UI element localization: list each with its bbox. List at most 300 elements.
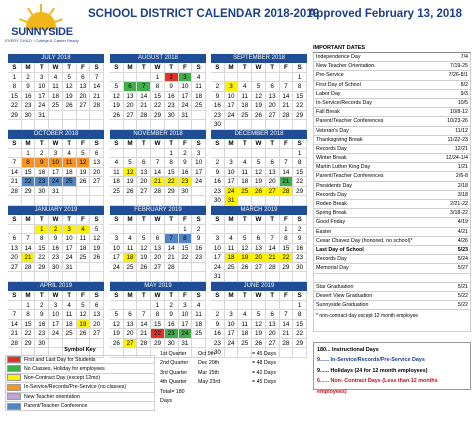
day-cell: 27 bbox=[266, 111, 280, 121]
day-cell bbox=[165, 272, 179, 282]
day-cell bbox=[211, 301, 225, 311]
month-title: JANUARY 2019 bbox=[8, 206, 104, 215]
weekday-header: W bbox=[252, 215, 266, 225]
day-cell: 8 bbox=[293, 158, 307, 168]
day-cell: 23 bbox=[35, 177, 49, 187]
day-cell: 20 bbox=[77, 92, 91, 102]
day-cell bbox=[77, 187, 91, 197]
day-cell: 13 bbox=[266, 92, 280, 102]
important-date-row bbox=[313, 154, 471, 163]
day-cell bbox=[8, 272, 22, 282]
month-title: MAY 2019 bbox=[110, 282, 206, 291]
important-date-value: 2/6-8 bbox=[455, 173, 468, 180]
quarter-row bbox=[160, 378, 310, 387]
day-cell: 28 bbox=[165, 263, 179, 273]
weekday-header: W bbox=[252, 291, 266, 301]
day-cell: 10 bbox=[49, 158, 63, 168]
day-cell: 6 bbox=[90, 301, 104, 311]
day-cell bbox=[124, 225, 138, 235]
day-cell: 7 bbox=[266, 234, 280, 244]
day-cell: 3 bbox=[192, 149, 206, 159]
day-cell: 8 bbox=[8, 82, 22, 92]
important-date-label: Parent/Teacher Conferences bbox=[316, 173, 384, 180]
day-cell bbox=[124, 73, 138, 83]
day-cell: 16 bbox=[211, 101, 225, 111]
day-cell bbox=[238, 196, 252, 206]
weekday-header: W bbox=[151, 215, 165, 225]
day-cell: 29 bbox=[293, 339, 307, 349]
day-cell bbox=[192, 263, 206, 273]
weekday-header: T bbox=[63, 215, 77, 225]
day-cell: 17 bbox=[49, 168, 63, 178]
day-cell: 9 bbox=[35, 158, 49, 168]
day-cell: 12 bbox=[124, 168, 138, 178]
month-title: MARCH 2019 bbox=[211, 206, 307, 215]
important-date-value: 5/27 bbox=[457, 265, 468, 272]
day-cell: 22 bbox=[151, 329, 165, 339]
day-cell: 20 bbox=[151, 253, 165, 263]
weekday-header: T bbox=[35, 63, 49, 73]
day-cell: 6 bbox=[124, 310, 138, 320]
weekday-header: T bbox=[266, 139, 280, 149]
day-cell: 2 bbox=[35, 149, 49, 159]
day-cell bbox=[280, 272, 294, 282]
weekday-header: T bbox=[137, 139, 151, 149]
weekday-header: F bbox=[280, 139, 294, 149]
day-cell: 22 bbox=[165, 177, 179, 187]
important-date-value: 8/2 bbox=[460, 81, 468, 88]
weekday-header: F bbox=[179, 139, 193, 149]
day-cell: 5 bbox=[63, 73, 77, 83]
day-cell: 31 bbox=[211, 272, 225, 282]
day-cell: 9 bbox=[211, 92, 225, 102]
day-cell: 25 bbox=[63, 329, 77, 339]
weekday-header: M bbox=[225, 215, 239, 225]
day-cell: 12 bbox=[137, 244, 151, 254]
day-cell: 16 bbox=[35, 320, 49, 330]
important-date-label: In-Service/Records Day bbox=[316, 99, 372, 106]
day-cell: 6 bbox=[8, 234, 22, 244]
day-cell: 30 bbox=[165, 339, 179, 349]
day-cell: 25 bbox=[225, 263, 239, 273]
day-cell: 22 bbox=[22, 329, 36, 339]
day-cell: 11 bbox=[124, 244, 138, 254]
important-date-row bbox=[313, 108, 471, 117]
symbol-key-row bbox=[5, 393, 155, 402]
day-cell bbox=[124, 149, 138, 159]
day-cell: 20 bbox=[124, 329, 138, 339]
month-title: JULY 2018 bbox=[8, 54, 104, 63]
day-cell: 4 bbox=[238, 310, 252, 320]
important-date-row bbox=[313, 228, 471, 237]
day-cell bbox=[35, 272, 49, 282]
important-date-row bbox=[313, 182, 471, 191]
day-cell: 8 bbox=[22, 158, 36, 168]
day-cell: 27 bbox=[90, 177, 104, 187]
day-cell: 4 bbox=[63, 301, 77, 311]
day-cell: 23 bbox=[165, 329, 179, 339]
day-cell bbox=[90, 272, 104, 282]
day-cell: 2 bbox=[211, 310, 225, 320]
important-date-label: Labor Day bbox=[316, 90, 341, 97]
day-cell: 24 bbox=[225, 187, 239, 197]
day-cell: 13 bbox=[252, 244, 266, 254]
day-cell bbox=[151, 272, 165, 282]
day-cell: 2 bbox=[211, 158, 225, 168]
total-row: 6...... Non- Contract Days (Less than 12 months employees) bbox=[317, 378, 438, 395]
day-cell: 13 bbox=[90, 158, 104, 168]
day-cell bbox=[280, 73, 294, 83]
day-cell: 26 bbox=[137, 263, 151, 273]
day-cell: 28 bbox=[8, 339, 22, 349]
day-cell: 17 bbox=[225, 329, 239, 339]
day-cell: 18 bbox=[192, 320, 206, 330]
day-cell: 30 bbox=[165, 111, 179, 121]
important-date-row bbox=[313, 218, 471, 227]
day-cell: 11 bbox=[63, 310, 77, 320]
day-cell bbox=[280, 301, 294, 311]
day-cell: 10 bbox=[211, 244, 225, 254]
day-cell: 15 bbox=[151, 92, 165, 102]
weekday-header: T bbox=[238, 139, 252, 149]
day-cell bbox=[192, 272, 206, 282]
day-cell: 6 bbox=[124, 82, 138, 92]
month-july-2018 bbox=[8, 54, 104, 130]
day-cell: 5 bbox=[90, 225, 104, 235]
day-cell: 6 bbox=[266, 158, 280, 168]
weekday-header: W bbox=[252, 63, 266, 73]
color-swatch bbox=[7, 374, 21, 381]
day-cell: 29 bbox=[22, 187, 36, 197]
day-cell bbox=[179, 272, 193, 282]
day-cell: 20 bbox=[266, 177, 280, 187]
day-cell: 1 bbox=[293, 301, 307, 311]
day-cell: 21 bbox=[22, 253, 36, 263]
day-cell bbox=[8, 120, 22, 130]
important-date-row bbox=[313, 172, 471, 181]
day-cell: 5 bbox=[77, 149, 91, 159]
quarter-name: 4th Quarter bbox=[160, 379, 187, 386]
day-cell: 26 bbox=[124, 187, 138, 197]
day-cell: 23 bbox=[211, 339, 225, 349]
day-cell: 26 bbox=[110, 339, 124, 349]
day-cell: 1 bbox=[22, 149, 36, 159]
day-cell bbox=[179, 263, 193, 273]
day-cell: 3 bbox=[63, 225, 77, 235]
important-date-label: Veteran's Day bbox=[316, 127, 349, 134]
day-cell: 4 bbox=[225, 234, 239, 244]
day-cell: 18 bbox=[225, 253, 239, 263]
day-cell bbox=[151, 225, 165, 235]
day-cell: 25 bbox=[63, 177, 77, 187]
day-cell: 31 bbox=[49, 187, 63, 197]
day-cell: 7 bbox=[151, 158, 165, 168]
day-cell: 5 bbox=[252, 310, 266, 320]
month-grid bbox=[110, 139, 206, 206]
day-cell bbox=[266, 73, 280, 83]
quarter-name: Total= 180 Days bbox=[160, 388, 185, 404]
weekday-header: W bbox=[252, 139, 266, 149]
day-cell: 10 bbox=[225, 168, 239, 178]
day-cell: 4 bbox=[49, 73, 63, 83]
important-date-label: Cesar Chavez Day (honored, no school)* bbox=[316, 237, 413, 244]
weekday-header: T bbox=[165, 63, 179, 73]
day-cell: 4 bbox=[192, 73, 206, 83]
month-title: AUGUST 2018 bbox=[110, 54, 206, 63]
weekday-header: F bbox=[179, 215, 193, 225]
important-date-label: Records Day bbox=[316, 145, 347, 152]
day-cell bbox=[252, 196, 266, 206]
day-cell: 3 bbox=[225, 310, 239, 320]
weekday-header: T bbox=[266, 63, 280, 73]
important-date-value: 11/22-23 bbox=[447, 136, 468, 143]
important-date-value: 9/3 bbox=[460, 90, 468, 97]
day-cell: 26 bbox=[252, 111, 266, 121]
day-cell: 18 bbox=[238, 177, 252, 187]
weekday-header: T bbox=[35, 291, 49, 301]
day-cell: 16 bbox=[293, 244, 307, 254]
day-cell: 28 bbox=[8, 187, 22, 197]
important-date-row bbox=[313, 145, 471, 154]
month-title: OCTOBER 2018 bbox=[8, 130, 104, 139]
day-cell: 19 bbox=[252, 177, 266, 187]
day-cell bbox=[77, 272, 91, 282]
day-cell bbox=[225, 301, 239, 311]
color-swatch bbox=[7, 384, 21, 391]
day-cell bbox=[179, 120, 193, 130]
day-cell: 27 bbox=[252, 263, 266, 273]
weekday-header: S bbox=[8, 139, 22, 149]
day-cell: 29 bbox=[35, 263, 49, 273]
day-cell: 9 bbox=[49, 234, 63, 244]
day-cell: 7 bbox=[90, 73, 104, 83]
day-cell: 6 bbox=[266, 310, 280, 320]
day-cell: 30 bbox=[49, 263, 63, 273]
day-cell: 30 bbox=[35, 187, 49, 197]
day-cell: 26 bbox=[63, 101, 77, 111]
day-cell: 28 bbox=[22, 263, 36, 273]
day-cell: 26 bbox=[238, 263, 252, 273]
weekday-header: T bbox=[63, 139, 77, 149]
day-cell: 12 bbox=[110, 320, 124, 330]
day-cell: 22 bbox=[179, 253, 193, 263]
day-cell bbox=[225, 120, 239, 130]
day-cell bbox=[49, 111, 63, 121]
weekday-header: M bbox=[124, 215, 138, 225]
day-cell: 27 bbox=[124, 339, 138, 349]
day-cell bbox=[151, 120, 165, 130]
day-cell: 3 bbox=[225, 82, 239, 92]
important-dates-note: * non-contract day except 12 month employee bbox=[313, 310, 471, 332]
day-cell bbox=[77, 263, 91, 273]
day-cell: 15 bbox=[151, 320, 165, 330]
day-cell bbox=[225, 225, 239, 235]
weekday-header: S bbox=[211, 215, 225, 225]
day-cell: 3 bbox=[49, 301, 63, 311]
weekday-header: T bbox=[63, 291, 77, 301]
day-cell bbox=[63, 196, 77, 206]
important-date-row bbox=[313, 209, 471, 218]
day-cell bbox=[137, 196, 151, 206]
color-swatch bbox=[7, 403, 21, 410]
weekday-header: S bbox=[110, 63, 124, 73]
day-cell bbox=[124, 120, 138, 130]
day-cell: 2 bbox=[211, 82, 225, 92]
day-cell: 15 bbox=[8, 92, 22, 102]
month-title: FEBRUARY 2019 bbox=[110, 206, 206, 215]
day-cell: 26 bbox=[77, 329, 91, 339]
day-cell: 13 bbox=[151, 244, 165, 254]
quarter-summary bbox=[160, 350, 310, 404]
day-cell bbox=[49, 120, 63, 130]
day-cell: 13 bbox=[137, 168, 151, 178]
day-cell: 19 bbox=[110, 329, 124, 339]
weekday-header: F bbox=[280, 215, 294, 225]
day-cell: 16 bbox=[22, 92, 36, 102]
day-cell bbox=[110, 149, 124, 159]
symbol-key-label: In-Service/Records/Pre-Service (no classes) bbox=[24, 384, 127, 391]
day-cell: 21 bbox=[280, 177, 294, 187]
day-cell: 9 bbox=[35, 310, 49, 320]
weekday-header: W bbox=[49, 63, 63, 73]
important-date-label: Fall Break bbox=[316, 109, 340, 116]
weekday-header: T bbox=[165, 215, 179, 225]
quarter-row bbox=[160, 369, 310, 378]
important-date-value: 10/23-26 bbox=[447, 118, 468, 125]
day-cell: 2 bbox=[165, 73, 179, 83]
important-date-label: First Day of School bbox=[316, 81, 361, 88]
weekday-header: T bbox=[137, 291, 151, 301]
quarter-days: = 48 Days bbox=[252, 360, 276, 367]
symbol-key-label: Parent/Teacher Conference bbox=[24, 403, 88, 410]
day-cell: 10 bbox=[179, 310, 193, 320]
day-cell: 27 bbox=[137, 187, 151, 197]
day-cell: 13 bbox=[77, 82, 91, 92]
day-cell: 19 bbox=[252, 329, 266, 339]
day-cell: 28 bbox=[280, 187, 294, 197]
calendar-title: SCHOOL DISTRICT CALENDAR 2018-2019 bbox=[88, 8, 320, 20]
weekday-header: S bbox=[90, 291, 104, 301]
weekday-header: M bbox=[225, 139, 239, 149]
important-date-row bbox=[313, 264, 471, 273]
day-cell: 26 bbox=[77, 177, 91, 187]
day-cell: 30 bbox=[293, 263, 307, 273]
quarter-end: Dec 20th bbox=[198, 360, 220, 367]
day-cell: 25 bbox=[238, 339, 252, 349]
day-cell: 13 bbox=[124, 92, 138, 102]
important-date-row bbox=[313, 136, 471, 145]
weekday-header: T bbox=[35, 215, 49, 225]
important-date-label: Desert View Graduation bbox=[316, 292, 373, 299]
day-cell: 22 bbox=[293, 101, 307, 111]
month-grid bbox=[211, 215, 307, 282]
day-cell: 26 bbox=[252, 187, 266, 197]
symbol-key-label: New Teacher orientation bbox=[24, 393, 80, 400]
day-cell: 3 bbox=[110, 234, 124, 244]
day-cell: 16 bbox=[192, 244, 206, 254]
day-cell bbox=[252, 301, 266, 311]
day-cell: 21 bbox=[151, 177, 165, 187]
day-cell bbox=[90, 120, 104, 130]
day-cell: 13 bbox=[90, 310, 104, 320]
day-cell bbox=[252, 272, 266, 282]
day-cell: 31 bbox=[35, 111, 49, 121]
day-cell bbox=[63, 272, 77, 282]
important-date-label: New Teacher Orientation. bbox=[316, 63, 376, 70]
day-cell: 19 bbox=[110, 101, 124, 111]
weekday-header: S bbox=[110, 215, 124, 225]
day-cell: 30 bbox=[211, 196, 225, 206]
day-cell: 5 bbox=[238, 234, 252, 244]
day-cell: 25 bbox=[110, 187, 124, 197]
important-date-value: 7/26-8/1 bbox=[448, 72, 468, 79]
day-cell: 1 bbox=[165, 149, 179, 159]
day-cell: 26 bbox=[252, 339, 266, 349]
month-grid bbox=[211, 63, 307, 130]
weekday-header: W bbox=[49, 291, 63, 301]
important-date-value: 1/21 bbox=[457, 164, 468, 171]
weekday-header: W bbox=[49, 139, 63, 149]
weekday-header: S bbox=[192, 215, 206, 225]
weekday-header: M bbox=[124, 291, 138, 301]
day-cell: 3 bbox=[49, 149, 63, 159]
day-cell: 4 bbox=[238, 158, 252, 168]
day-cell: 4 bbox=[110, 158, 124, 168]
weekday-header: F bbox=[280, 63, 294, 73]
day-cell: 26 bbox=[90, 253, 104, 263]
day-cell bbox=[110, 301, 124, 311]
day-cell bbox=[192, 187, 206, 197]
day-cell: 9 bbox=[179, 158, 193, 168]
day-cell: 13 bbox=[266, 168, 280, 178]
day-cell bbox=[124, 272, 138, 282]
month-grid bbox=[110, 215, 206, 282]
day-cell: 15 bbox=[179, 244, 193, 254]
day-cell: 28 bbox=[280, 111, 294, 121]
day-cell: 18 bbox=[238, 101, 252, 111]
day-cell: 22 bbox=[293, 177, 307, 187]
day-cell bbox=[266, 120, 280, 130]
day-cell: 18 bbox=[192, 92, 206, 102]
weekday-header: S bbox=[293, 63, 307, 73]
weekday-header: S bbox=[293, 139, 307, 149]
month-title: NOVEMBER 2018 bbox=[110, 130, 206, 139]
weekday-header: W bbox=[151, 291, 165, 301]
day-cell bbox=[192, 339, 206, 349]
day-cell: 1 bbox=[179, 225, 193, 235]
important-date-value: 5/22 bbox=[457, 302, 468, 309]
day-cell: 16 bbox=[35, 168, 49, 178]
day-cell: 1 bbox=[22, 301, 36, 311]
quarter-name: 1st Quarter bbox=[160, 351, 187, 357]
day-cell bbox=[137, 149, 151, 159]
day-cell bbox=[179, 196, 193, 206]
day-cell: 30 bbox=[211, 120, 225, 130]
weekday-header: W bbox=[151, 139, 165, 149]
weekday-header: F bbox=[280, 291, 294, 301]
important-date-value: 10/8-12 bbox=[450, 109, 468, 116]
day-cell: 5 bbox=[110, 310, 124, 320]
weekday-header: S bbox=[211, 139, 225, 149]
day-cell bbox=[293, 120, 307, 130]
important-date-label: Records Day bbox=[316, 256, 347, 263]
quarter-name: 3rd Quarter bbox=[160, 369, 188, 376]
month-december-2018 bbox=[211, 130, 307, 206]
day-cell: 11 bbox=[192, 310, 206, 320]
day-cell bbox=[137, 120, 151, 130]
day-cell: 24 bbox=[179, 329, 193, 339]
day-cell: 24 bbox=[49, 177, 63, 187]
